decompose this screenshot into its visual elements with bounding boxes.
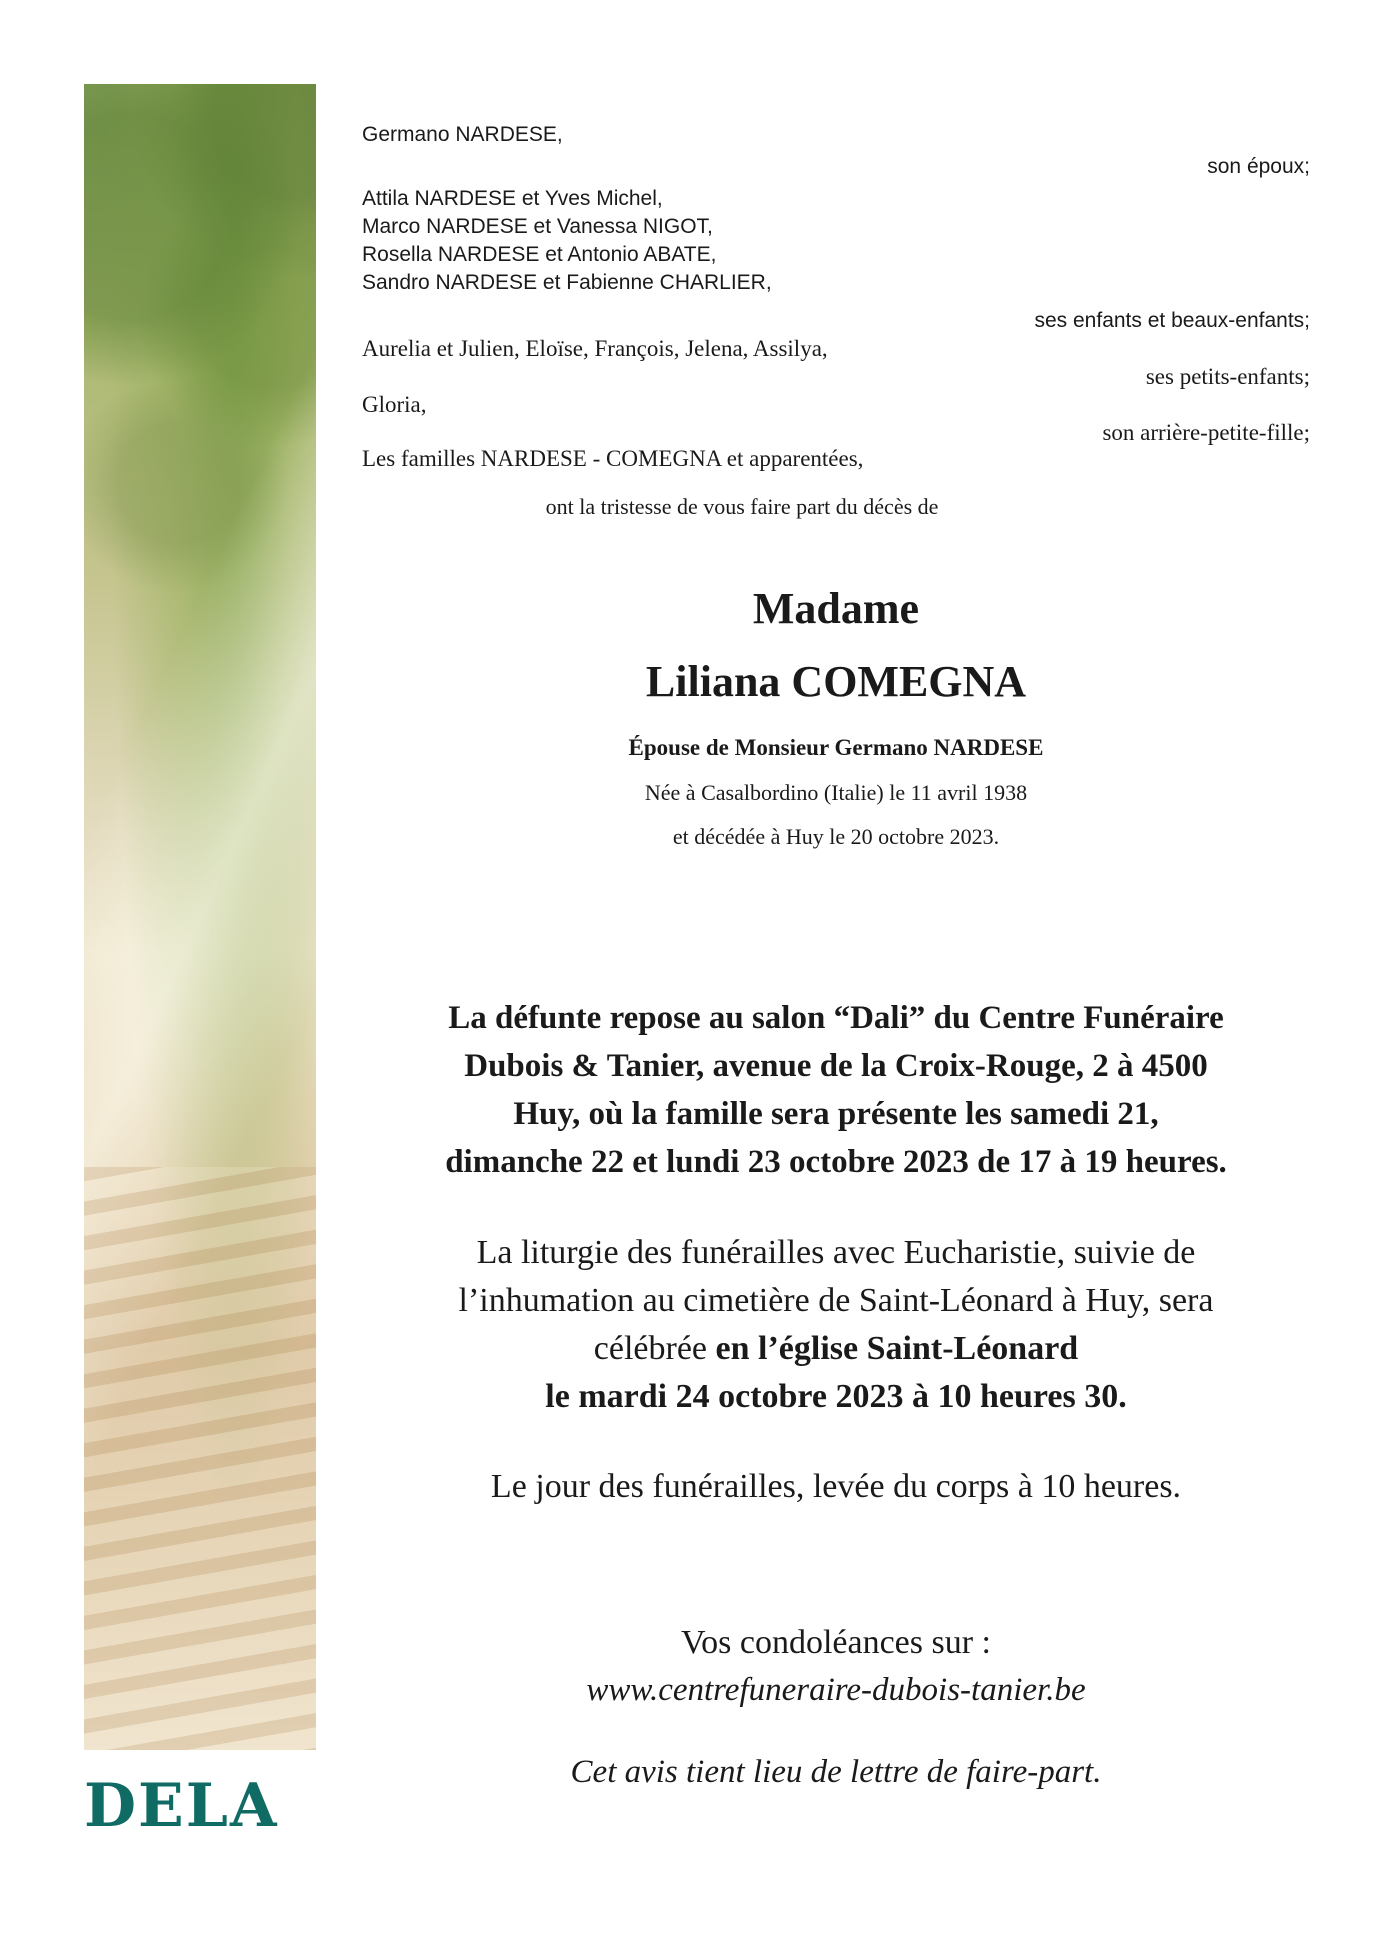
child-line: Marco NARDESE et Vanessa NIGOT, (362, 215, 713, 238)
grandchildren: Aurelia et Julien, Eloïse, François, Jelena, Assilya, (362, 336, 828, 361)
dela-logo-mark (84, 1776, 316, 1840)
spouse-name: Germano NARDESE, (362, 123, 563, 146)
great-grandchild-role: son arrière-petite-fille; (1102, 420, 1310, 445)
visitation-line: Dubois & Tanier, avenue de la Croix-Rouge, 2 à 4500 (464, 1048, 1208, 1084)
grandchildren-role: ses petits-enfants; (1145, 364, 1310, 389)
visitation-line: La défunte repose au salon “Dali” du Centre Funéraire (448, 1000, 1224, 1036)
visitation-line: dimanche 22 et lundi 23 octobre 2023 de 17 à 19 heures. (445, 1144, 1227, 1180)
funeral-line: La liturgie des funérailles avec Eucharistie, suivie de (476, 1234, 1196, 1271)
funeral-date: le mardi 24 octobre 2023 à 10 heures 30. (545, 1378, 1127, 1415)
dela-logo-text: DELA (84, 1771, 279, 1841)
condolences-website[interactable]: www.centrefuneraire-dubois-tanier.be (586, 1672, 1086, 1708)
decorative-forest-banner (84, 84, 316, 1750)
funeral-line-3 (362, 1330, 1310, 1368)
child-line: Attila NARDESE et Yves Michel, (362, 187, 663, 210)
funeral-line: l’inhumation au cimetière de Saint-Léonard à Huy, sera (458, 1282, 1214, 1319)
dela-logo (84, 1771, 316, 1841)
announcement: ont la tristesse de vous faire part du décès de (545, 494, 939, 519)
death-line: et décédée à Huy le 20 octobre 2023. (672, 824, 1000, 849)
condolences-label: Vos condoléances sur : (680, 1624, 992, 1661)
faire-part-note: Cet avis tient lieu de lettre de faire-part. (570, 1754, 1102, 1790)
children-role: ses enfants et beaux-enfants; (1034, 309, 1310, 332)
families-line: Les familles NARDESE - COMEGNA et apparentées, (362, 446, 864, 471)
deceased-spouse-line: Épouse de Monsieur Germano NARDESE (628, 735, 1044, 760)
deceased-title: Madame (752, 584, 920, 633)
banner-path (84, 1167, 316, 1750)
child-line: Rosella NARDESE et Antonio ABATE, (362, 243, 717, 266)
birth-line: Née à Casalbordino (Italie) le 11 avril 1938 (644, 780, 1028, 805)
spouse-role: son époux; (1207, 155, 1310, 178)
great-grandchild: Gloria, (362, 392, 427, 417)
levee-line: Le jour des funérailles, levée du corps à 10 heures. (490, 1468, 1182, 1505)
child-line: Sandro NARDESE et Fabienne CHARLIER, (362, 271, 772, 294)
funeral-line-3-plain: célébrée (593, 1330, 716, 1367)
deceased-name: Liliana COMEGNA (645, 657, 1027, 706)
funeral-church: en l’église Saint-Léonard (715, 1330, 1079, 1367)
visitation-line: Huy, où la famille sera présente les samedi 21, (513, 1096, 1159, 1132)
